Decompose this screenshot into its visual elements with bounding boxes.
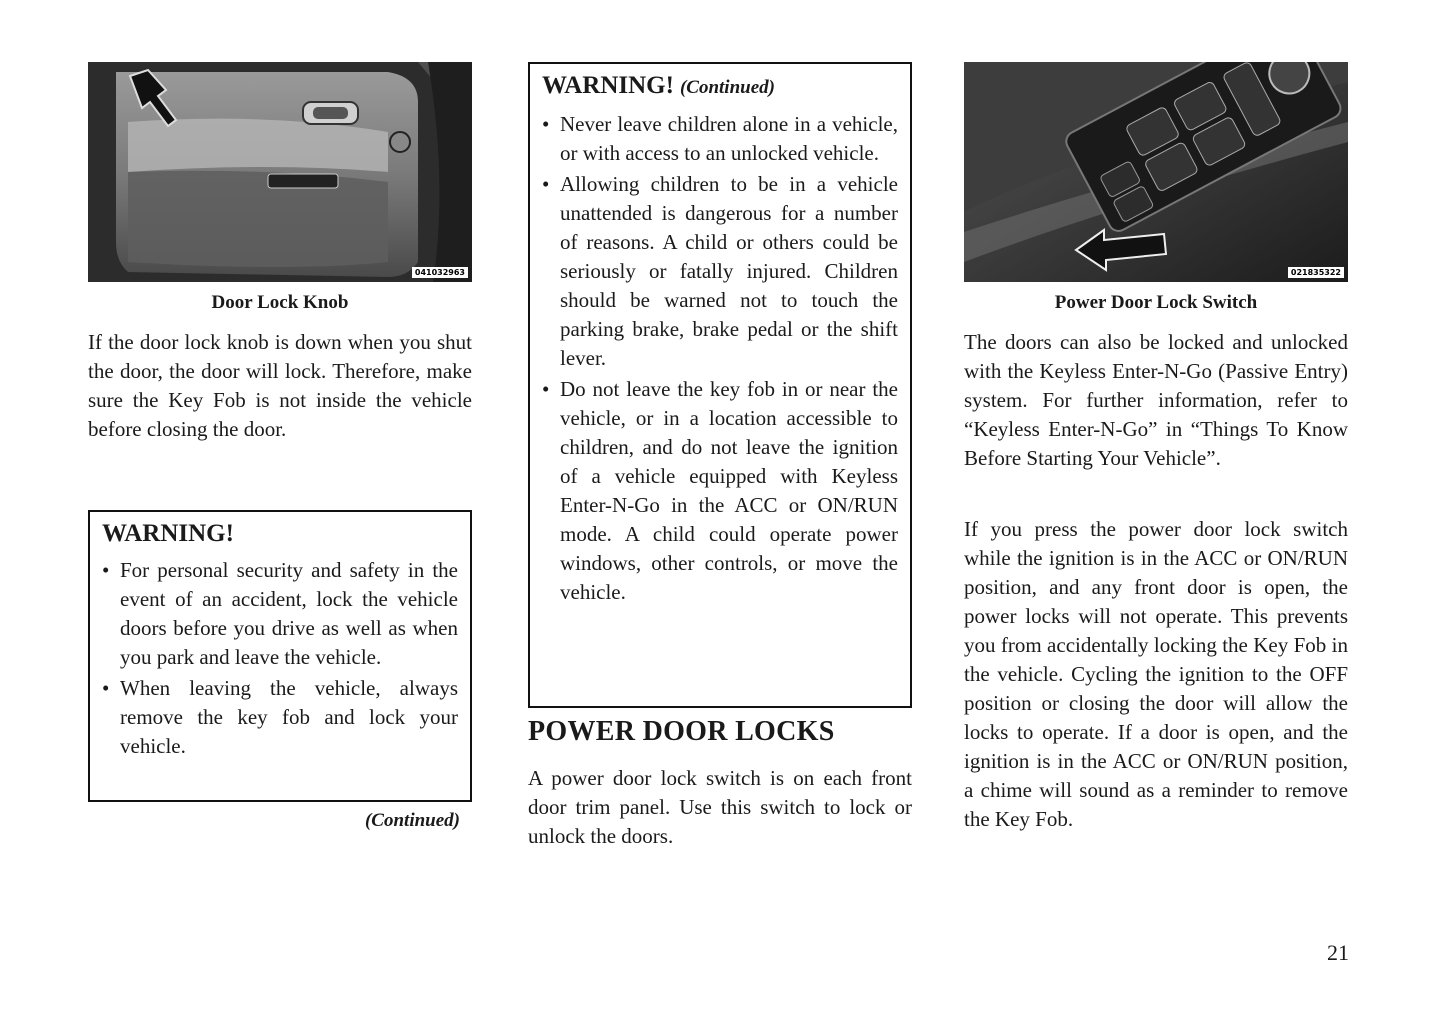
page-number: 21 — [1327, 940, 1349, 965]
paragraph: The doors can also be locked and unlocked with the Keyless Enter-N-Go (Passive Entry) system. For further information, refer to “Keyless Enter-N-Go” in “Things To Know Before Starting Your Vehicle”. — [964, 330, 1348, 470]
door-lock-knob-figure — [88, 62, 472, 282]
paragraph: A power door lock switch is on each front door trim panel. Use this switch to lock or unlock the doors. — [528, 766, 912, 848]
figure-caption: Door Lock Knob — [211, 292, 349, 313]
figure-caption: Power Door Lock Switch — [1054, 292, 1258, 313]
figure-id-label: 021835322 — [1288, 267, 1344, 278]
warning-item: • When leaving the vehicle, always remove the key fob and lock your vehicle. — [102, 674, 458, 761]
door-lock-knob-photo-icon — [88, 62, 472, 282]
warning-item: • Allowing children to be in a vehicle unattended is dangerous for a number of reasons. A child or others could be seriously or fatally injured. Children should be warned not to touch the parking brake, brake pedal or the shift lever. — [542, 170, 898, 373]
power-door-lock-switch-figure — [964, 62, 1348, 282]
warning-box-continued — [528, 62, 912, 708]
warning-item: • Do not leave the key fob in or near the vehicle, or in a location accessible to children, and do not leave the ignition of a vehicle equipped with Keyless Enter-N-Go in the ACC or ON/RUN mode. A child could operate power windows, other controls, or move the vehicle. — [542, 375, 898, 607]
warning-item: • Never leave children alone in a vehicle, or with access to an unlocked vehicle. — [542, 110, 898, 168]
warning-list — [542, 110, 898, 607]
continued-label: (Continued) — [364, 810, 460, 831]
section-heading: POWER DOOR LOCKS — [528, 716, 835, 747]
paragraph: If you press the power door lock switch while the ignition is in the ACC or ON/RUN position, and any front door is open, the power locks will not operate. This prevents you from accidentally locking the Key Fob in the vehicle. Cycling the ignition to the OFF position or closing the door will allow the locks to operate. If a door is open, and the ignition is in the ACC or ON/RUN position, a chime will sound as a reminder to remove the Key Fob. — [964, 517, 1348, 831]
paragraph: If the door lock knob is down when you shut the door, the door will lock. Therefore, make sure the Key Fob is not inside the vehicle before closing the door. — [88, 330, 472, 441]
figure-id-label: 041032963 — [412, 267, 468, 278]
warning-item: • For personal security and safety in the event of an accident, lock the vehicle doors before you drive as well as when you park and leave the vehicle. — [102, 556, 458, 672]
warning-title: WARNING! — [102, 520, 234, 547]
warning-title: WARNING! (Continued) — [542, 72, 775, 99]
warning-list — [102, 556, 458, 761]
warning-continued: (Continued) — [679, 77, 775, 98]
warning-box — [88, 510, 472, 802]
power-door-lock-switch-photo-icon — [964, 62, 1348, 282]
